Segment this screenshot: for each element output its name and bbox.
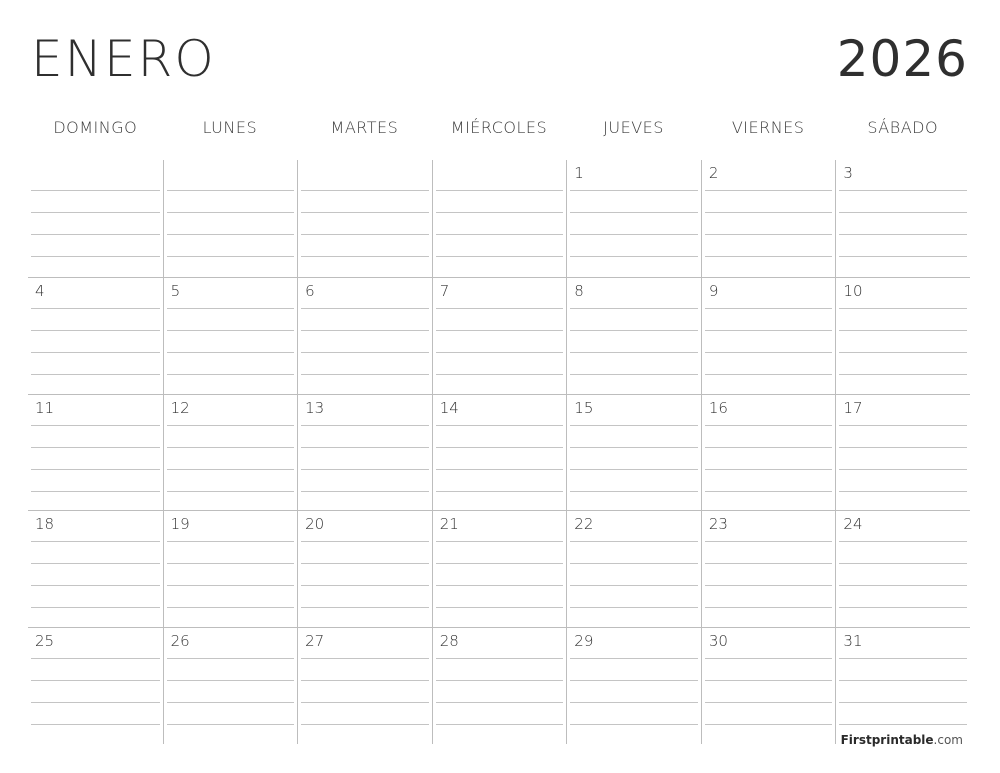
writing-line (839, 607, 967, 608)
day-cell (297, 160, 432, 277)
writing-line (839, 680, 967, 681)
day-number: 10 (843, 281, 863, 300)
writing-line (570, 541, 698, 542)
writing-line (31, 724, 160, 725)
writing-line (839, 352, 967, 353)
writing-line (570, 374, 698, 375)
day-cell (163, 394, 298, 511)
writing-line (301, 585, 429, 586)
writing-line (705, 425, 833, 426)
writing-line (436, 658, 564, 659)
writing-line (301, 680, 429, 681)
day-cell (28, 627, 163, 744)
writing-line (167, 256, 295, 257)
writing-line (301, 447, 429, 448)
writing-line (301, 256, 429, 257)
day-cell (163, 510, 298, 627)
writing-line (570, 658, 698, 659)
day-cell (163, 160, 298, 277)
writing-line (436, 308, 564, 309)
writing-line (167, 190, 295, 191)
day-number: 23 (708, 515, 728, 534)
writing-line (839, 212, 967, 213)
writing-line (705, 563, 833, 564)
writing-line (167, 308, 295, 309)
writing-line (301, 308, 429, 309)
writing-line (436, 469, 564, 470)
writing-line (705, 352, 833, 353)
day-cell (297, 510, 432, 627)
writing-line (839, 541, 967, 542)
brand-name: Firstprintable (840, 733, 934, 747)
day-number: 19 (170, 515, 190, 534)
day-cell (297, 277, 432, 394)
writing-line (705, 256, 833, 257)
writing-line (31, 212, 160, 213)
day-cell (297, 394, 432, 511)
day-cell (701, 160, 836, 277)
writing-line (436, 724, 564, 725)
day-number: 21 (439, 515, 459, 534)
writing-line (570, 724, 698, 725)
day-number: 20 (305, 515, 325, 534)
writing-line (839, 585, 967, 586)
writing-line (31, 607, 160, 608)
day-cell (835, 160, 970, 277)
writing-line (301, 563, 429, 564)
writing-line (705, 374, 833, 375)
writing-line (570, 352, 698, 353)
writing-line (705, 724, 833, 725)
writing-line (570, 469, 698, 470)
writing-line (436, 330, 564, 331)
day-cell (432, 277, 567, 394)
day-number: 4 (35, 281, 45, 300)
writing-line (167, 352, 295, 353)
writing-line (167, 212, 295, 213)
writing-line (570, 607, 698, 608)
day-cell (28, 510, 163, 627)
writing-line (167, 541, 295, 542)
day-number: 7 (439, 281, 450, 300)
calendar-grid (28, 160, 970, 744)
writing-line (436, 585, 564, 586)
writing-line (301, 190, 429, 191)
writing-line (436, 190, 564, 191)
day-number: 15 (574, 398, 594, 417)
writing-line (31, 308, 160, 309)
writing-line (167, 234, 295, 235)
writing-line (705, 234, 833, 235)
day-cell (701, 627, 836, 744)
day-number: 25 (35, 632, 55, 651)
writing-line (570, 680, 698, 681)
day-cell (835, 394, 970, 511)
day-cell (163, 277, 298, 394)
day-cell (701, 394, 836, 511)
writing-line (839, 563, 967, 564)
day-number: 29 (574, 632, 594, 651)
day-cell (566, 394, 701, 511)
day-cell (835, 277, 970, 394)
writing-line (31, 491, 160, 492)
writing-line (839, 447, 967, 448)
day-cell (28, 277, 163, 394)
writing-line (436, 234, 564, 235)
writing-line (31, 702, 160, 703)
writing-line (436, 447, 564, 448)
writing-line (705, 702, 833, 703)
day-cell (835, 510, 970, 627)
day-number: 11 (35, 398, 55, 417)
writing-line (301, 234, 429, 235)
day-number: 2 (708, 164, 719, 182)
writing-line (31, 585, 160, 586)
day-number: 14 (439, 398, 459, 417)
writing-line (839, 256, 967, 257)
writing-line (167, 680, 295, 681)
writing-line (436, 425, 564, 426)
day-cell (163, 627, 298, 744)
writing-line (167, 563, 295, 564)
day-number: 22 (574, 515, 594, 534)
writing-line (570, 190, 698, 191)
brand-domain: .com (933, 733, 963, 747)
writing-line (436, 607, 564, 608)
writing-line (167, 330, 295, 331)
writing-line (167, 585, 295, 586)
weekday-thursday: JUEVES (603, 118, 664, 137)
writing-line (167, 447, 295, 448)
writing-line (839, 374, 967, 375)
weekday-wednesday: MIÉRCOLES (450, 118, 548, 137)
day-number: 13 (305, 398, 325, 417)
writing-line (167, 469, 295, 470)
day-cell (28, 160, 163, 277)
writing-line (705, 308, 833, 309)
writing-line (436, 212, 564, 213)
writing-line (301, 702, 429, 703)
writing-line (705, 585, 833, 586)
day-cell (297, 627, 432, 744)
day-cell (566, 277, 701, 394)
day-number: 27 (305, 632, 325, 651)
day-number: 8 (574, 281, 584, 300)
writing-line (705, 190, 833, 191)
writing-line (31, 469, 160, 470)
weekday-friday: VIERNES (731, 118, 805, 137)
day-number: 18 (35, 515, 55, 534)
day-number: 1 (574, 164, 584, 182)
writing-line (839, 425, 967, 426)
writing-line (436, 563, 564, 564)
day-number: 30 (708, 632, 728, 651)
writing-line (31, 330, 160, 331)
writing-line (167, 702, 295, 703)
writing-line (31, 256, 160, 257)
writing-line (570, 212, 698, 213)
writing-line (839, 491, 967, 492)
writing-line (436, 702, 564, 703)
writing-line (31, 658, 160, 659)
writing-line (839, 702, 967, 703)
writing-line (301, 374, 429, 375)
day-cell (432, 394, 567, 511)
writing-line (570, 563, 698, 564)
writing-line (705, 541, 833, 542)
writing-line (570, 330, 698, 331)
writing-line (839, 330, 967, 331)
writing-line (31, 190, 160, 191)
writing-line (167, 425, 295, 426)
weekday-sunday: DOMINGO (53, 118, 138, 137)
writing-line (839, 658, 967, 659)
day-cell (701, 277, 836, 394)
day-number: 3 (843, 164, 853, 182)
writing-line (705, 330, 833, 331)
writing-line (570, 447, 698, 448)
writing-line (705, 607, 833, 608)
day-number: 9 (708, 281, 719, 300)
day-cell (432, 510, 567, 627)
writing-line (436, 680, 564, 681)
writing-line (705, 447, 833, 448)
writing-line (301, 607, 429, 608)
writing-line (436, 256, 564, 257)
writing-line (301, 491, 429, 492)
weekday-monday: LUNES (202, 118, 258, 137)
day-cell (566, 160, 701, 277)
day-cell (432, 627, 567, 744)
writing-line (31, 563, 160, 564)
day-cell (701, 510, 836, 627)
writing-line (436, 491, 564, 492)
writing-line (31, 680, 160, 681)
weekday-header-row (28, 118, 970, 142)
day-cell (566, 510, 701, 627)
writing-line (301, 212, 429, 213)
writing-line (31, 447, 160, 448)
writing-line (301, 352, 429, 353)
weekday-saturday: SÁBADO (867, 118, 939, 137)
writing-line (301, 330, 429, 331)
writing-line (570, 234, 698, 235)
writing-line (167, 374, 295, 375)
writing-line (570, 585, 698, 586)
month-title: ENERO (31, 30, 216, 88)
day-number: 28 (439, 632, 459, 651)
writing-line (570, 702, 698, 703)
writing-line (839, 469, 967, 470)
writing-line (31, 425, 160, 426)
day-number: 12 (170, 398, 190, 417)
day-number: 26 (170, 632, 190, 651)
writing-line (570, 425, 698, 426)
weekday-tuesday: MARTES (330, 118, 399, 137)
writing-line (570, 308, 698, 309)
writing-line (301, 425, 429, 426)
writing-line (31, 541, 160, 542)
day-cell (432, 160, 567, 277)
writing-line (301, 469, 429, 470)
writing-line (839, 308, 967, 309)
writing-line (167, 658, 295, 659)
writing-line (31, 352, 160, 353)
writing-line (570, 256, 698, 257)
writing-line (839, 234, 967, 235)
day-number: 24 (843, 515, 863, 534)
day-cell (835, 627, 970, 744)
writing-line (839, 724, 967, 725)
writing-line (570, 491, 698, 492)
writing-line (301, 541, 429, 542)
day-number: 17 (843, 398, 863, 417)
day-cell (566, 627, 701, 744)
writing-line (436, 541, 564, 542)
writing-line (167, 491, 295, 492)
writing-line (436, 352, 564, 353)
writing-line (705, 658, 833, 659)
writing-line (705, 469, 833, 470)
brand-watermark (841, 733, 963, 747)
writing-line (31, 234, 160, 235)
day-cell (28, 394, 163, 511)
writing-line (31, 374, 160, 375)
writing-line (301, 658, 429, 659)
writing-line (301, 724, 429, 725)
year-title: 2026 (836, 30, 968, 88)
day-number: 31 (843, 632, 863, 651)
writing-line (705, 212, 833, 213)
day-number: 6 (305, 281, 315, 300)
writing-line (705, 491, 833, 492)
writing-line (167, 607, 295, 608)
writing-line (436, 374, 564, 375)
day-number: 5 (170, 281, 181, 300)
day-number: 16 (708, 398, 728, 417)
writing-line (167, 724, 295, 725)
writing-line (839, 190, 967, 191)
writing-line (705, 680, 833, 681)
